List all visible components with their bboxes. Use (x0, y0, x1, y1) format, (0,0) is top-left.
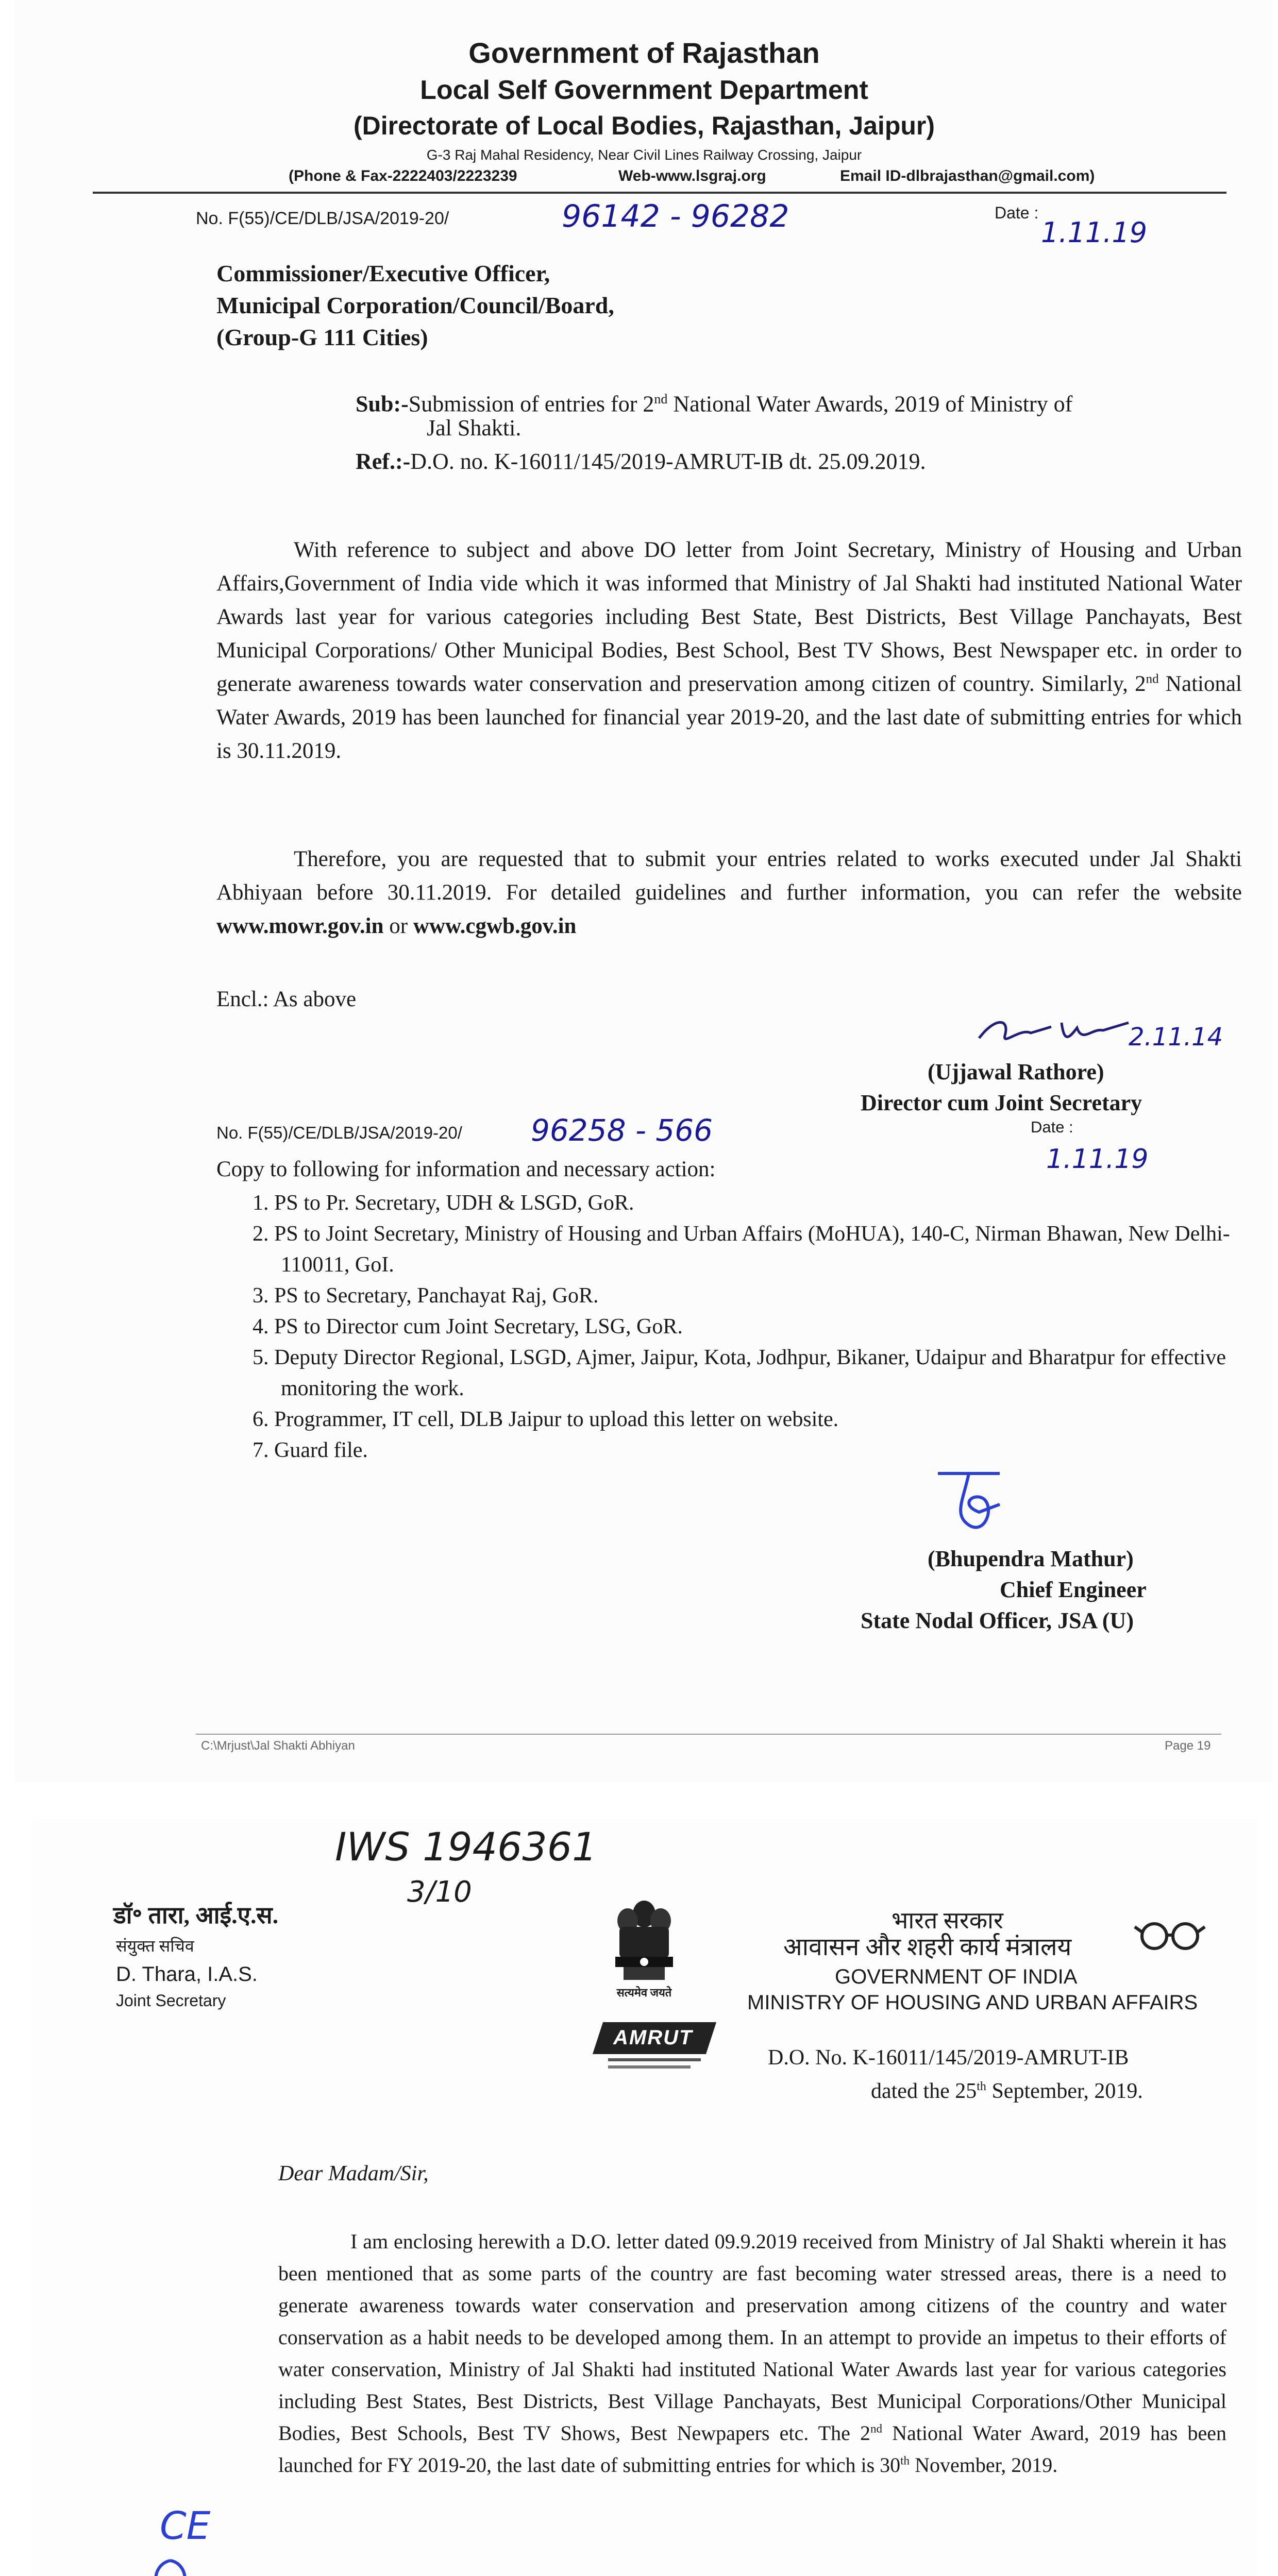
p1-text-c: November, 2019. (910, 2453, 1058, 2477)
letterhead-address: G-3 Raj Mahal Residency, Near Civil Lines Railway Crossing, Jaipur (426, 147, 862, 163)
hindi-ministry: आवासन और शहरी कार्य मंत्रालय (783, 1934, 1072, 1961)
ref-number: No. F(55)/CE/DLB/JSA/2019-20/ (196, 209, 449, 228)
reference-line (356, 448, 926, 474)
subject-text-b: National Water Awards, 2019 of Ministry of (667, 391, 1073, 417)
do-date-sup: th (977, 2080, 986, 2093)
body-paragraph-1 (278, 2226, 1226, 2481)
do-date-text-b: September, 2019. (986, 2079, 1143, 2103)
addressee-block (216, 258, 614, 353)
inward-serial: 3/10 (407, 1875, 472, 1909)
officer-designation: Joint Secretary (116, 1991, 226, 2010)
para1-sup: nd (1146, 672, 1159, 686)
subject-sup: nd (654, 392, 668, 406)
addressee-line: Commissioner/Executive Officer, (216, 260, 550, 286)
page-separator (0, 1788, 1278, 1814)
p1-sup: nd (870, 2422, 882, 2435)
amrut-logo-text: AMRUT (613, 2026, 693, 2049)
footer-path: C:\Mrjust\Jal Shakti Abhiyan (201, 1739, 355, 1753)
copy-list (253, 1188, 1247, 1466)
addressee-line: Municipal Corporation/Council/Board, (216, 292, 614, 318)
do-date (871, 2079, 1143, 2104)
ministry-name: MINISTRY OF HOUSING AND URBAN AFFAIRS (747, 1991, 1198, 2014)
para1-text-b: National Water Awards, 2019 has been launched for financial year 2019-20, and the last date of submitting entries for which is 30.11.2019. (216, 672, 1242, 763)
signatory-2-designation: State Nodal Officer, JSA (U) (861, 1608, 1134, 1633)
ref-number-2: No. F(55)/CE/DLB/JSA/2019-20/ (216, 1123, 462, 1142)
subject-label: Sub:- (356, 391, 409, 417)
letterhead-rule (93, 192, 1226, 194)
website-mowr-link[interactable]: www.mowr.gov.in (216, 914, 384, 938)
footer-page: Page 19 (1165, 1739, 1211, 1753)
signatory-2-title: Chief Engineer (1000, 1577, 1147, 1602)
copy-intro: Copy to following for information and necessary action: (216, 1157, 716, 1181)
handwritten-date: 1.11.19 (1041, 216, 1148, 249)
copy-list-item: 5. Deputy Director Regional, LSGD, Ajmer, Jaipur, Kota, Jodhpur, Bikaner, Udaipur and Bharatpur for effective monitoring the work. (253, 1346, 1226, 1400)
copy-list-item: 7. Guard file. (253, 1438, 368, 1462)
letterhead-phone: (Phone & Fax-2222403/2223239 (289, 167, 517, 184)
reference-text: D.O. no. K-16011/145/2019-AMRUT-IB dt. 25.09.2019. (410, 449, 926, 474)
p1-text: I am enclosing herewith a D.O. letter dated 09.9.2019 received from Ministry of Jal Shakti wherein it has been mentioned that as some parts of the country are fast becoming water stressed areas, there is a need to generate awareness towards water conservation and preservation among citizens of the country and water conservation as a habit needs to be developed among them. In an attempt to provide an impetus to their efforts of water conservation, Ministry of Jal Shakti had instituted National Water Awards last year for various categories including Best States, Best Districts, Best Village Panchayats, Best Municipal Corporations/Other Municipal Bodies, Best Schools, Best TV Shows, Best Newpapers etc. The 2 (278, 2230, 1226, 2445)
letterhead-email: Email ID-dlbrajasthan@gmail.com) (840, 167, 1095, 184)
copy-list-item: 1. PS to Pr. Secretary, UDH & LSGD, GoR. (253, 1191, 634, 1215)
copy-list-item: 6. Programmer, IT cell, DLB Jaipur to upload this letter on website. (253, 1408, 839, 1431)
addressee-line: (Group-G 111 Cities) (216, 324, 428, 350)
govt-of-india: GOVERNMENT OF INDIA (835, 1965, 1078, 1988)
p1-text-b: National Water Award, 2019 has been launched for FY 2019-20, the last date of submitting entries for which is 30 (278, 2421, 1226, 2477)
hindi-govt: भारत सरकार (892, 1907, 1003, 1934)
letterhead-govt: Government of Rajasthan (468, 37, 820, 69)
hindi-name: डॉ॰ तारा, आई.ए.स. (113, 1902, 279, 1928)
letterhead-web: Web-www.lsgraj.org (618, 167, 766, 184)
letterhead-directorate: (Directorate of Local Bodies, Rajasthan, Jaipur) (353, 111, 935, 140)
officer-name: D. Thara, I.A.S. (116, 1963, 258, 1986)
subject-line2: Jal Shakti. (427, 415, 522, 440)
signature-bhupendra (922, 1463, 1046, 1540)
margin-note-ce: CE (160, 2504, 211, 2548)
website-cgwb-link[interactable]: www.cgwb.gov.in (413, 914, 577, 938)
signature-date: 2.11.14 (1129, 1023, 1223, 1052)
handwritten-date-2: 1.11.19 (1046, 1144, 1149, 1175)
footer-rule (196, 1734, 1221, 1735)
letterhead-dept: Local Self Government Department (420, 75, 868, 105)
handwritten-dispatch-no: 96142 - 96282 (562, 198, 789, 234)
body-paragraph-2 (216, 842, 1242, 943)
amrut-logo (598, 2022, 711, 2074)
letter-page-2 (31, 1819, 1257, 2576)
do-date-text: dated the 25 (871, 2079, 977, 2103)
signatory-2-name: (Bhupendra Mathur) (928, 1546, 1134, 1571)
amrut-logo-caption (608, 2058, 701, 2061)
amrut-logo-caption (608, 2065, 691, 2069)
signatory-1-name: (Ujjawal Rathore) (928, 1059, 1104, 1084)
copy-list-item: 2. PS to Joint Secretary, Ministry of Housing and Urban Affairs (MoHUA), 140-C, Nirman Bhawan, New Delhi-110011, GoI. (253, 1222, 1230, 1277)
enclosure-line: Encl.: As above (216, 987, 357, 1011)
inward-number: IWS 1946361 (335, 1824, 597, 1870)
reference-label: Ref.:- (356, 449, 411, 474)
subject-text: Submission of entries for 2 (408, 391, 654, 417)
date-label-2: Date : (1031, 1118, 1073, 1136)
letter-page-1 (15, 0, 1273, 1783)
para2-or: or (383, 914, 413, 938)
hindi-designation: संयुक्त सचिव (116, 1937, 194, 1955)
emblem-motto: सत्यमेव जयते (616, 1986, 672, 1999)
handwritten-dispatch-no-2: 96258 - 566 (531, 1113, 713, 1148)
copy-list-item: 4. PS to Director cum Joint Secretary, LSG, GoR. (253, 1315, 683, 1338)
para1-text: With reference to subject and above DO letter from Joint Secretary, Ministry of Housing and Urban Affairs,Government of India vide which it was informed that Ministry of Jal Shakti had instituted National Water Awards last year for various categories including Best State, Best Districts, Best Village Panchayats, Best Municipal Corporations/ Other Municipal Bodies, Best School, Best TV Shows, Best Newspaper etc. in order to generate awareness towards water conservation and preservation among citizen of country. Similarly, 2 (216, 538, 1242, 696)
signatory-1-title: Director cum Joint Secretary (861, 1090, 1142, 1115)
swachh-bharat-glasses-icon (1134, 1917, 1206, 1953)
body-paragraph-1 (216, 533, 1242, 768)
copy-list-item: 3. PS to Secretary, Panchayat Raj, GoR. (253, 1284, 599, 1308)
p1-sup2: th (900, 2454, 910, 2467)
signature-ujjawal (974, 1007, 1139, 1064)
salutation: Dear Madam/Sir, (278, 2162, 429, 2185)
para2-text: Therefore, you are requested that to submit your entries related to works executed under Jal Shakti Abhiyaan before 30.11.2019. For detailed guidelines and further information, you can refer the website (216, 847, 1242, 905)
date-label: Date : (995, 204, 1039, 222)
do-number: D.O. No. K-16011/145/2019-AMRUT-IB (768, 2046, 1129, 2070)
initials-ce (139, 2555, 206, 2576)
